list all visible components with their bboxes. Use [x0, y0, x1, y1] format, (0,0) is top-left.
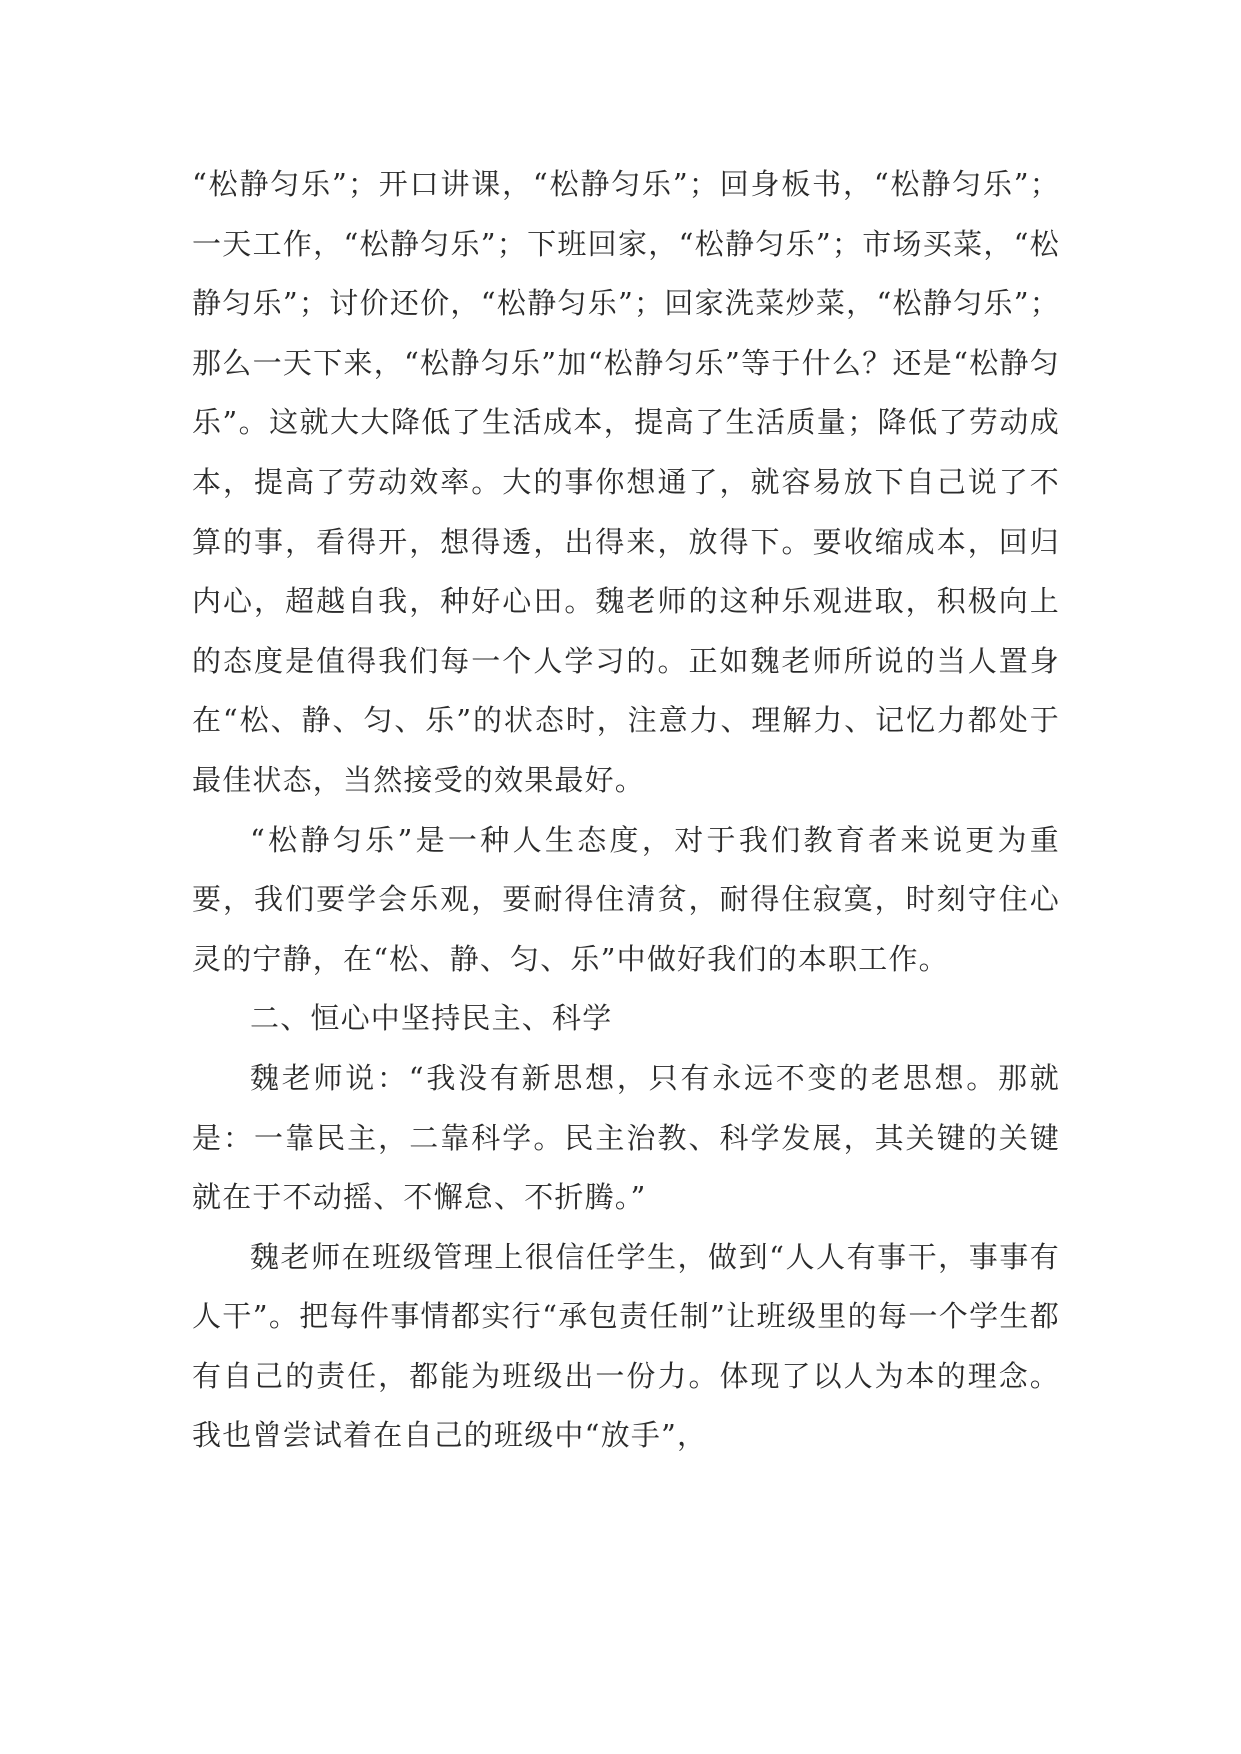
document-body: [192, 155, 1060, 1466]
paragraph-class-management: 魏老师在班级管理上很信任学生，做到“人人有事干，事事有人干”。把每件事情都实行“承包责任制”让班级里的每一个学生都有自己的责任，都能为班级出一份力。体现了以人为本的理念。我也曾尝试着在自己的班级中“放手”，: [192, 1239, 1060, 1453]
paragraph-quote: 魏老师说：“我没有新思想，只有永远不变的老思想。那就是：一靠民主，二靠科学。民主治教、科学发展，其关键的关键就在于不动摇、不懈怠、不折腾。”: [192, 1060, 1060, 1215]
section-heading-democracy-science: 二、恒心中坚持民主、科学: [250, 1001, 613, 1036]
paragraph-attitude: “松静匀乐”是一种人生态度，对于我们教育者来说更为重要，我们要学会乐观，要耐得住清贫，耐得住寂寞，时刻守住心灵的宁静，在“松、静、匀、乐”中做好我们的本职工作。: [192, 822, 1060, 976]
paragraph-continued: “松静匀乐”；开口讲课，“松静匀乐”；回身板书，“松静匀乐”；一天工作，“松静匀乐”；下班回家，“松静匀乐”；市场买菜，“松静匀乐”；讨价还价，“松静匀乐”；回家洗菜炒菜，“松静匀乐”；那么一天下来，“松静匀乐”加“松静匀乐”等于什么？还是“松静匀乐”。这就大大降低了生活成本，提高了生活质量；降低了劳动成本，提高了劳动效率。大的事你想通了，就容易放下自己说了不算的事，看得开，想得透，出得来，放得下。要收缩成本，回归内心，超越自我，种好心田。魏老师的这种乐观进取，积极向上的态度是值得我们每一个人学习的。正如魏老师所说的当人置身在“松、静、匀、乐”的状态时，注意力、理解力、记忆力都处于最佳状态，当然接受的效果最好。: [192, 167, 1060, 797]
